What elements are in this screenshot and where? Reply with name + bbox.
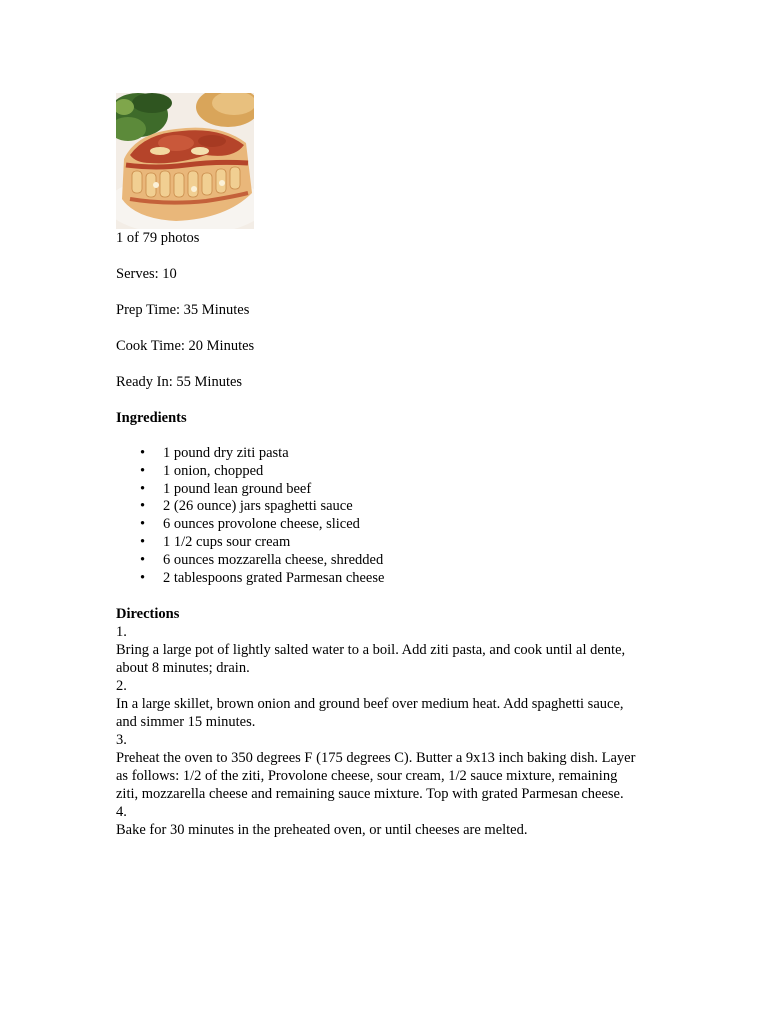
step-number: 4. xyxy=(116,804,127,821)
ingredient-text: 6 ounces mozzarella cheese, shredded xyxy=(163,551,384,568)
step-text: In a large skillet, brown onion and ground beef over medium heat. Add spaghetti sauce, and simmer 15 minutes. xyxy=(116,696,624,731)
ingredient-item xyxy=(140,445,636,463)
bullet-icon: • xyxy=(140,498,146,515)
prep-time-text: Prep Time: 35 Minutes xyxy=(116,302,250,318)
bullet-icon: • xyxy=(140,516,146,533)
step-text: Bake for 30 minutes in the preheated oven, or until cheeses are melted. xyxy=(116,822,528,839)
recipe-photo[interactable] xyxy=(116,93,254,229)
ingredient-text: 6 ounces provolone cheese, sliced xyxy=(163,516,360,533)
serves-text: Serves: 10 xyxy=(116,266,177,282)
step-number: 1. xyxy=(116,624,127,641)
ingredient-item xyxy=(140,551,636,570)
step-number: 3. xyxy=(116,732,127,749)
bullet-icon: • xyxy=(140,569,146,586)
ingredients-list xyxy=(116,445,636,587)
ready-in-text: Ready In: 55 Minutes xyxy=(116,374,243,390)
ingredient-text: 2 (26 ounce) jars spaghetti sauce xyxy=(163,498,353,515)
step-text: Bring a large pot of lightly salted water to a boil. Add ziti pasta, and cook until al dente, about 8 minutes; drain. xyxy=(116,642,626,677)
bullet-icon: • xyxy=(140,551,146,568)
bullet-icon: • xyxy=(140,445,146,461)
bullet-icon: • xyxy=(140,480,146,497)
ingredient-text: 1 1/2 cups sour cream xyxy=(163,533,291,550)
ingredient-item xyxy=(140,533,636,552)
ingredient-text: 1 pound dry ziti pasta xyxy=(163,445,289,461)
step-number: 2. xyxy=(116,678,127,695)
ingredient-text: 2 tablespoons grated Parmesan cheese xyxy=(163,569,385,586)
baked-ziti-image xyxy=(116,93,254,229)
cook-time-text: Cook Time: 20 Minutes xyxy=(116,338,255,354)
directions-heading: Directions xyxy=(116,606,180,623)
ingredient-text: 1 onion, chopped xyxy=(163,462,264,479)
ingredient-item xyxy=(140,569,636,588)
ingredient-item xyxy=(140,516,636,534)
photo-count-caption: 1 of 79 photos xyxy=(116,230,200,246)
directions-steps xyxy=(116,623,636,839)
step-text: Preheat the oven to 350 degrees F (175 degrees C). Butter a 9x13 inch baking dish. Layer as follows: 1/2 of the ziti, Provolone cheese, sour cream, 1/2 sauce mixture, remaining ziti, mozzarella cheese and remaining sauce mixture. Top with grated Parmesan cheese. xyxy=(116,750,636,803)
ingredient-item xyxy=(140,498,636,516)
ingredient-text: 1 pound lean ground beef xyxy=(163,480,312,497)
recipe-document xyxy=(116,93,636,839)
ingredient-item xyxy=(140,480,636,499)
ingredient-item xyxy=(140,462,636,481)
bullet-icon: • xyxy=(140,533,146,550)
bullet-icon: • xyxy=(140,462,146,479)
ingredients-heading: Ingredients xyxy=(116,410,187,426)
